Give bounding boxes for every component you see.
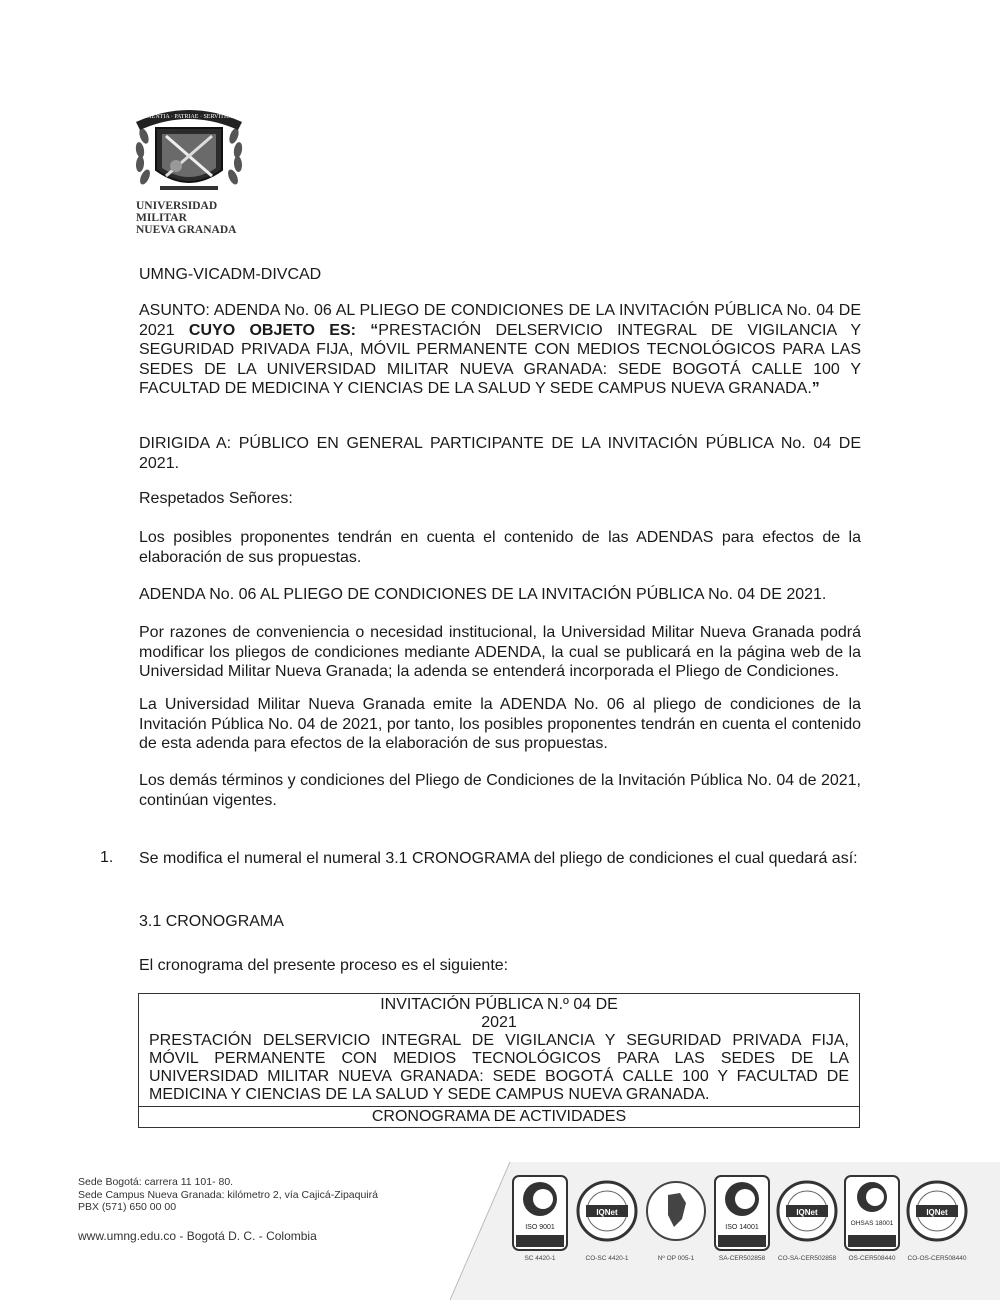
icontec-iso14001-icon — [714, 1175, 770, 1253]
subject-close-quote: ” — [811, 380, 820, 397]
paragraph-3: Por razones de conveniencia o necesidad institucional, la Universidad Militar Nueva Granada podrá modificar los pliegos de condiciones mediante ADENDA, la cual se publicará en la página web de la Universidad Militar Nueva Granada; la adenda se entenderá incorporada el Pliego de Condiciones. — [139, 624, 861, 680]
iqnet-seal-icon — [776, 1175, 838, 1253]
badge-1-code: SC 4420-1 — [524, 1255, 556, 1262]
icontec-ohsas18001-icon — [844, 1175, 900, 1253]
badge-3-code: Nº OP 005-1 — [657, 1255, 695, 1262]
badge-7-label: IQNet — [926, 1208, 948, 1217]
footer-website: www.umng.edu.co - Bogotá D. C. - Colombia — [78, 1229, 317, 1243]
salutation: Respetados Señores: — [139, 490, 293, 507]
table-header-cell — [139, 994, 859, 1106]
footer-line2: Sede Campus Nueva Granada: kilómetro 2, vía Cajicá-Zipaquirá — [78, 1188, 378, 1201]
section-title: 3.1 CRONOGRAMA — [139, 913, 284, 930]
list-item-text: Se modifica el numeral el numeral 3.1 CRONOGRAMA del pliego de condiciones el cual quedará así: — [139, 850, 858, 867]
badge-2-label: IQNet — [596, 1208, 618, 1217]
logo-name-line1: UNIVERSIDAD MILITAR — [136, 200, 218, 224]
iqnet-seal-icon — [576, 1175, 638, 1253]
footer-line3: PBX (571) 650 00 00 — [78, 1201, 177, 1213]
list-item-number: 1. — [100, 849, 114, 866]
paragraph-1: Los posibles proponentes tendrán en cuenta el contenido de las ADENDAS para efectos de la elaboración de sus propuestas. — [139, 529, 861, 566]
table-subheader: CRONOGRAMA DE ACTIVIDADES — [139, 1106, 859, 1127]
document-reference: UMNG-VICADM-DIVCAD — [139, 266, 322, 283]
table-header-title: PRESTACIÓN DELSERVICIO INTEGRAL DE VIGILANCIA Y SEGURIDAD PRIVADA FIJA, MÓVIL PERMANENTE CON MEDIOS TECNOLÓGICOS PARA LAS SEDES DE LA UNIVERSIDAD MILITAR NUEVA GRANADA: SEDE BOGOTÁ CALLE 100 Y FACULTAD DE MEDICINA Y CIENCIAS DE LA SALUD Y SEDE CAMPUS NUEVA GRANADA. — [149, 1032, 849, 1103]
colombia-map-seal-icon — [644, 1175, 708, 1253]
badge-2-code: CO-SC 4420-1 — [585, 1255, 629, 1262]
footer-address — [78, 1176, 378, 1214]
table-header-line1: INVITACIÓN PÚBLICA N.º 04 DE — [380, 996, 618, 1013]
badge-6-label: OHSAS 18001 — [850, 1220, 894, 1227]
badge-5-label: IQNet — [796, 1208, 818, 1217]
badge-4-label: ISO 14001 — [725, 1224, 759, 1231]
logo-name-line2: NUEVA GRANADA — [136, 224, 237, 236]
logo-arc-text: SCIENTIA · PATRIAE · SERVITIUM — [142, 114, 236, 120]
paragraph-4: La Universidad Militar Nueva Granada emite la ADENDA No. 06 al pliego de condiciones de la Invitación Pública No. 04 de 2021, por tanto, los posibles proponentes tendrán en cuenta el contenido de esta adenda para efectos de la elaboración de sus propuestas. — [139, 696, 861, 752]
logo-name — [126, 200, 252, 236]
badge-4-code: SA-CER502858 — [718, 1255, 766, 1262]
section-intro: El cronograma del presente proceso es el siguiente: — [139, 957, 509, 974]
badge-6-code: OS-CER508440 — [848, 1255, 896, 1262]
subject-text-part2: PRESTACIÓN DELSERVICIO INTEGRAL DE VIGILANCIA Y SEGURIDAD PRIVADA FIJA, MÓVIL PERMANENTE CON MEDIOS TECNOLÓGICOS PARA LAS SEDES DE LA UNIVERSIDAD MILITAR NUEVA GRANADA: SEDE BOGOTÁ CALLE 100 Y FACULTAD DE MEDICINA Y CIENCIAS DE LA SALUD Y SEDE CAMPUS NUEVA GRANADA. — [139, 321, 861, 397]
badge-7-code: CO-OS-CER508440 — [907, 1255, 967, 1262]
footer-line1: Sede Bogotá: carrera 11 101- 80. — [78, 1176, 234, 1188]
table-header-line2: 2021 — [481, 1014, 517, 1031]
subject-paragraph — [139, 301, 861, 399]
paragraph-2: ADENDA No. 06 AL PLIEGO DE CONDICIONES DE LA INVITACIÓN PÚBLICA No. 04 DE 2021. — [139, 586, 827, 603]
iqnet-seal-icon — [906, 1175, 968, 1253]
addressed-to: DIRIGIDA A: PÚBLICO EN GENERAL PARTICIPANTE DE LA INVITACIÓN PÚBLICA No. 04 DE 2021. — [139, 435, 861, 472]
university-logo — [126, 96, 252, 236]
badge-1-label: ISO 9001 — [525, 1224, 555, 1231]
badge-5-code: CO-SA-CER502858 — [777, 1255, 837, 1262]
subject-text-part1: ASUNTO: ADENDA No. 06 AL PLIEGO DE CONDICIONES DE LA INVITACIÓN PÚBLICA No. 04 DE 2021 — [139, 302, 861, 339]
certification-badges — [512, 1175, 992, 1270]
icontec-iso9001-icon — [512, 1175, 568, 1253]
schedule-table — [138, 993, 860, 1128]
paragraph-5: Los demás términos y condiciones del Pliego de Condiciones de la Invitación Pública No. 04 de 2021, continúan vigentes. — [139, 772, 861, 809]
university-shield-icon — [126, 96, 252, 200]
subject-bold-label: CUYO OBJETO ES: “ — [188, 321, 379, 339]
